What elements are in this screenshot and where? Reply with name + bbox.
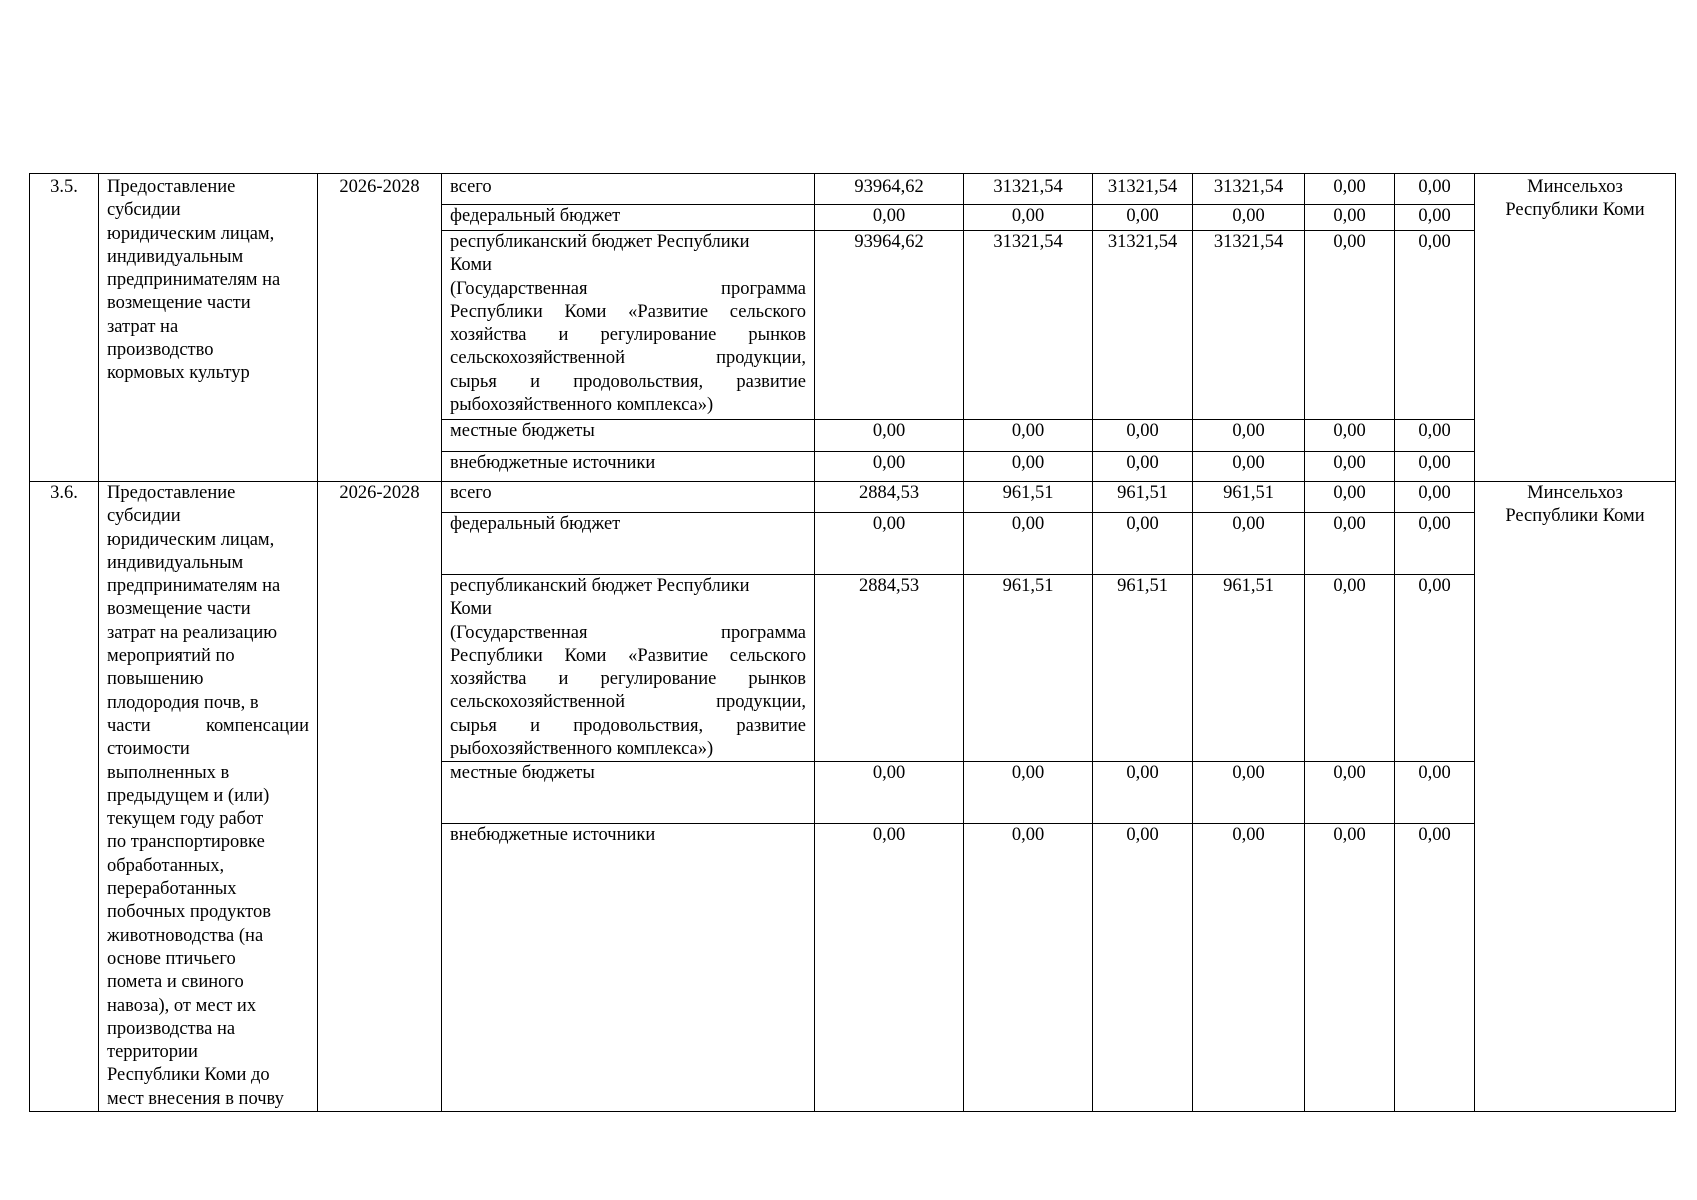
value-cell: 93964,62 xyxy=(815,174,964,205)
value-cell: 0,00 xyxy=(1305,174,1395,205)
value-cell: 0,00 xyxy=(1193,824,1305,1112)
value-cell: 0,00 xyxy=(1395,482,1475,513)
table-row xyxy=(30,174,1676,205)
value-cell: 0,00 xyxy=(1093,420,1193,452)
value-cell: 961,51 xyxy=(1193,482,1305,513)
section-number: 3.5. xyxy=(30,174,99,482)
value-cell: 0,00 xyxy=(1305,205,1395,231)
value-cell: 0,00 xyxy=(1305,575,1395,762)
source-label-republic: республиканский бюджет Республики Коми (Государственная программа Республики Коми «Развитие сельского хозяйства и регулирование рынков сельскохозяйственной продукции, сырья и продовольствия, развитие рыбохозяйственного комплекса») xyxy=(442,231,815,420)
value-cell: 0,00 xyxy=(1193,452,1305,482)
value-cell: 0,00 xyxy=(964,205,1093,231)
section-executor: Минсельхоз Республики Коми xyxy=(1475,174,1676,482)
value-cell: 961,51 xyxy=(1193,575,1305,762)
section-title: Предоставление субсидии юридическим лицам, индивидуальным предпринимателям на возмещение части затрат на реализацию мероприятий по повышению плодородия почв, в части компенсации стоимости выполненных в предыдущем и (или) текущем году работ по транспортировке обработанных, переработанных побочных продуктов животноводства (на основе птичьего помета и свиного навоза), от мест их производства на территории Республики Коми до мест внесения в почву xyxy=(99,482,318,1112)
value-cell: 961,51 xyxy=(964,575,1093,762)
value-cell: 0,00 xyxy=(964,513,1093,575)
value-cell: 31321,54 xyxy=(1093,174,1193,205)
value-cell: 0,00 xyxy=(964,420,1093,452)
value-cell: 0,00 xyxy=(1305,482,1395,513)
program-note: (Государственная программа Республики Коми «Развитие сельского хозяйства и регулирование рынков сельскохозяйственной продукции, сырья и продовольствия, развитие рыбохозяйственного комплекса») xyxy=(450,622,806,760)
value-cell: 31321,54 xyxy=(964,174,1093,205)
value-cell: 0,00 xyxy=(815,824,964,1112)
source-label: внебюджетные источники xyxy=(442,824,815,1112)
source-label: всего xyxy=(442,482,815,513)
section-number: 3.6. xyxy=(30,482,99,1112)
budget-table xyxy=(29,173,1676,1112)
value-cell: 0,00 xyxy=(1305,762,1395,824)
value-cell: 0,00 xyxy=(1305,513,1395,575)
value-cell: 2884,53 xyxy=(815,482,964,513)
source-label: всего xyxy=(442,174,815,205)
value-cell: 31321,54 xyxy=(1193,174,1305,205)
source-label: местные бюджеты xyxy=(442,762,815,824)
budget-table-container xyxy=(29,173,1676,1112)
value-cell: 31321,54 xyxy=(1093,231,1193,420)
program-note: (Государственная программа Республики Коми «Развитие сельского хозяйства и регулирование рынков сельскохозяйственной продукции, сырья и продовольствия, развитие рыбохозяйственного комплекса») xyxy=(450,278,806,416)
value-cell: 0,00 xyxy=(1305,231,1395,420)
section-period: 2026-2028 xyxy=(318,482,442,1112)
value-cell: 31321,54 xyxy=(1193,231,1305,420)
value-cell: 0,00 xyxy=(1093,824,1193,1112)
value-cell: 2884,53 xyxy=(815,575,964,762)
value-cell: 0,00 xyxy=(1305,824,1395,1112)
value-cell: 0,00 xyxy=(1395,824,1475,1112)
value-cell: 0,00 xyxy=(1193,420,1305,452)
value-cell: 0,00 xyxy=(1193,762,1305,824)
value-cell: 0,00 xyxy=(815,762,964,824)
section-period: 2026-2028 xyxy=(318,174,442,482)
value-cell: 0,00 xyxy=(1193,205,1305,231)
value-cell: 0,00 xyxy=(964,762,1093,824)
value-cell: 0,00 xyxy=(815,513,964,575)
value-cell: 93964,62 xyxy=(815,231,964,420)
value-cell: 0,00 xyxy=(1093,452,1193,482)
value-cell: 31321,54 xyxy=(964,231,1093,420)
value-cell: 0,00 xyxy=(1395,174,1475,205)
source-label: федеральный бюджет xyxy=(442,513,815,575)
value-cell: 0,00 xyxy=(1395,575,1475,762)
value-cell: 0,00 xyxy=(815,420,964,452)
value-cell: 0,00 xyxy=(1395,513,1475,575)
source-label-republic: республиканский бюджет Республики Коми (Государственная программа Республики Коми «Развитие сельского хозяйства и регулирование рынков сельскохозяйственной продукции, сырья и продовольствия, развитие рыбохозяйственного комплекса») xyxy=(442,575,815,762)
value-cell: 0,00 xyxy=(815,205,964,231)
value-cell: 0,00 xyxy=(1395,205,1475,231)
value-cell: 961,51 xyxy=(1093,575,1193,762)
value-cell: 0,00 xyxy=(1093,513,1193,575)
source-label: федеральный бюджет xyxy=(442,205,815,231)
value-cell: 961,51 xyxy=(1093,482,1193,513)
value-cell: 0,00 xyxy=(815,452,964,482)
value-cell: 0,00 xyxy=(964,824,1093,1112)
value-cell: 0,00 xyxy=(1305,420,1395,452)
section-executor: Минсельхоз Республики Коми xyxy=(1475,482,1676,1112)
value-cell: 0,00 xyxy=(1305,452,1395,482)
source-label: внебюджетные источники xyxy=(442,452,815,482)
value-cell: 961,51 xyxy=(964,482,1093,513)
table-row xyxy=(30,482,1676,513)
value-cell: 0,00 xyxy=(1395,762,1475,824)
source-label: местные бюджеты xyxy=(442,420,815,452)
value-cell: 0,00 xyxy=(1395,452,1475,482)
value-cell: 0,00 xyxy=(1193,513,1305,575)
section-title: Предоставление субсидии юридическим лицам, индивидуальным предпринимателям на возмещение части затрат на производство кормовых культур xyxy=(99,174,318,482)
value-cell: 0,00 xyxy=(1395,420,1475,452)
value-cell: 0,00 xyxy=(964,452,1093,482)
value-cell: 0,00 xyxy=(1093,205,1193,231)
value-cell: 0,00 xyxy=(1093,762,1193,824)
value-cell: 0,00 xyxy=(1395,231,1475,420)
